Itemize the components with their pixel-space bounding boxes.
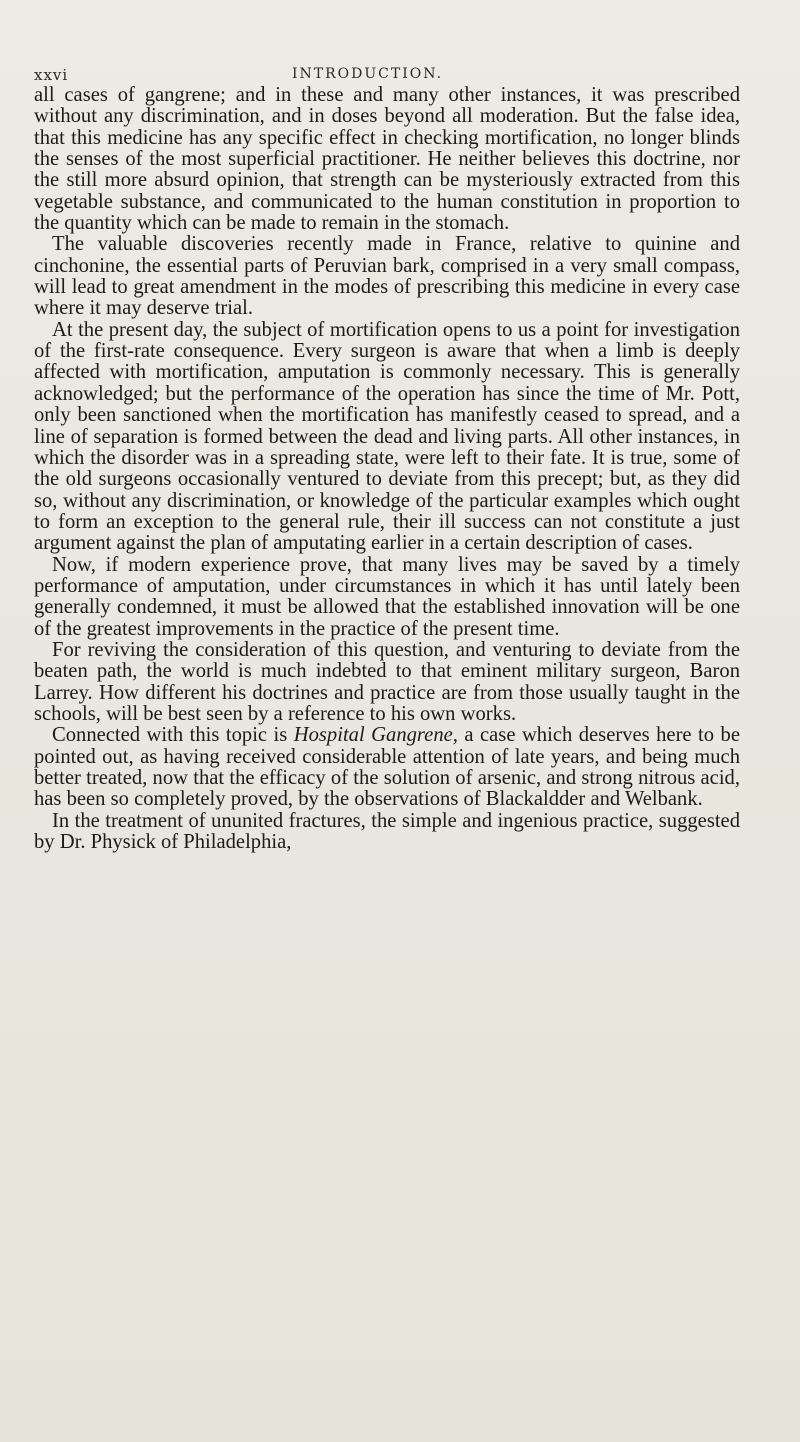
- paragraph-baron-larrey: For reviving the consideration of this question, and venturing to deviate from the beaten path, the world is much indebted to that eminent military surgeon, Baron Larrey. How different his doctrines and practice are from those usually taught in the schools, will be best seen by a reference to his own works.: [34, 638, 740, 725]
- page-number: xxvi: [34, 66, 69, 84]
- body-text: [34, 85, 740, 853]
- paragraph-quinine-discoveries: The valuable discoveries recently made in France, relative to quinine and cinchonine, the essential parts of Peruvian bark, comprised in a very small compass, will lead to great amendment in the modes of prescribing this medicine in every case where it may deserve trial.: [34, 233, 740, 320]
- paragraph-modern-experience: Now, if modern experience prove, that many lives may be saved by a timely performance of amputation, under circumstances in which it has until lately been generally condemned, it must be allowed that the established innovation will be one of the greatest improvements in the practice of the present time.: [34, 553, 740, 640]
- paragraph-mortification-amputation: At the present day, the subject of mortification opens to us a point for investigation of the first-rate consequence. Every surgeon is aware that when a limb is deeply affected with mortification, amputation is commonly necessary. This is generally acknowledged; but the performance of the operation has since the time of Mr. Pott, only been sanctioned when the mortification has manifestly ceased to spread, and a line of separation is formed between the dead and living parts. All other instances, in which the disorder was in a spreading state, were left to their fate. It is true, some of the old surgeons occasionally ventured to deviate from this precept; but, as they did so, without any discrimination, or knowledge of the particular examples which ought to form an exception to the general rule, their ill success can not constitute a just argument against the plan of amputating earlier in a certain description of cases.: [34, 318, 740, 555]
- paragraph-ununited-fractures: In the treatment of ununited fractures, the simple and ingenious practice, suggested by Dr. Physick of Philadelphia,: [34, 809, 740, 854]
- hospital-gangrene-text-before: Connected with this topic is: [52, 724, 294, 747]
- hospital-gangrene-term: Hospital Gangrene,: [293, 724, 458, 747]
- hospital-gangrene-text-after: a case which deserves here to be pointed out, as having received considerable attention of late years, and being much better treated, now that the efficacy of the solution of arsenic, and strong nitrous acid, has been so completely proved, by the observations of Blackaldder and Welbank.: [34, 724, 740, 811]
- paragraph-cinchona-gangrene: all cases of gangrene; and in these and many other instances, it was prescribed without any discrimination, and in doses beyond all moderation. But the false idea, that this medicine has any specific effect in checking mortification, no longer blinds the senses of the most superficial practitioner. He neither believes this doctrine, nor the still more absurd opinion, that strength can be mysteriously extracted from this vegetable substance, and communicated to the human constitution in proportion to the quantity which can be made to remain in the stomach.: [34, 84, 740, 235]
- paragraph-hospital-gangrene: [34, 725, 740, 810]
- running-head: INTRODUCTION.: [292, 66, 444, 82]
